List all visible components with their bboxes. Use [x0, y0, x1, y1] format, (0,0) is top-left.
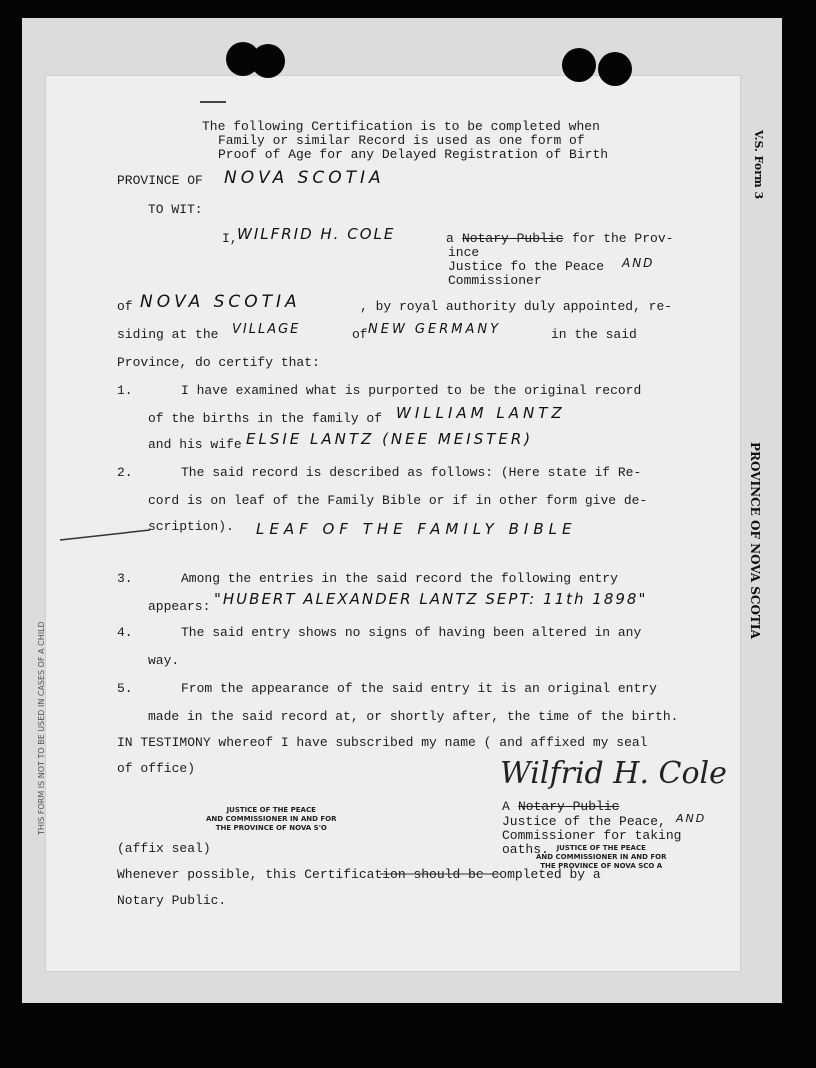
item5-text: made in the said record at, or shortly after, the time of the birth. — [148, 709, 679, 724]
ince: ince — [448, 245, 480, 260]
father-name: WILLIAM LANTZ — [396, 404, 566, 422]
intro-line: Proof of Age for any Delayed Registration of Birth — [218, 147, 609, 162]
in-said: in the said — [551, 327, 637, 342]
mother-name: ELSIE LANTZ (NEE MEISTER) — [246, 430, 534, 448]
residing-value: VILLAGE — [232, 322, 301, 337]
residing-text: siding at the — [117, 327, 219, 342]
sig-a: A — [502, 799, 510, 814]
margin-note: THIS FORM IS NOT TO BE USED IN CASES OF A CHILD — [37, 621, 46, 835]
testimony-text: IN TESTIMONY whereof I have subscribed my name ( and affixed my seal — [117, 735, 648, 750]
item1-text: and his wife — [148, 437, 242, 452]
a-label: a — [446, 231, 454, 246]
birth-entry: "HUBERT ALEXANDER LANTZ SEPT: 11th 1898" — [214, 590, 648, 608]
item4-text: way. — [148, 653, 180, 668]
intro-line: The following Certification is to be completed when — [202, 119, 600, 134]
of-value: NOVA SCOTIA — [140, 292, 301, 312]
item4-text: The said entry shows no signs of having been altered in any — [181, 625, 642, 640]
justice-and: AND — [622, 256, 655, 270]
item2-text: cord is on leaf of the Family Bible or if in other form give de- — [148, 493, 648, 508]
scan-mark — [60, 530, 150, 540]
province-certify: Province, do certify that: — [117, 355, 320, 370]
item-number: 4. — [117, 625, 133, 640]
testimony-text: of office) — [117, 761, 196, 776]
intro-line: Family or similar Record is used as one form of — [218, 133, 585, 148]
province-value: NOVA SCOTIA — [224, 168, 385, 188]
sig-and: AND — [676, 812, 707, 825]
affix-seal: (affix seal) — [117, 841, 211, 856]
side-title: PROVINCE OF NOVA SCOTIA — [748, 442, 762, 639]
item-number: 2. — [117, 465, 133, 480]
sig-commissioner: Commissioner for taking — [502, 828, 682, 843]
footer-note: Notary Public. — [117, 893, 227, 908]
item2-text: The said record is described as follows: (Here state if Re- — [181, 465, 642, 480]
residing-of: of — [352, 327, 368, 342]
of-label: of — [117, 299, 133, 314]
commissioner: Commissioner — [448, 273, 542, 288]
sig-justice: Justice of the Peace, — [502, 814, 666, 829]
i-label: I, — [222, 231, 238, 246]
for-prov: for the Prov- — [572, 231, 674, 246]
footer-note: Whenever possible, this Certification should be completed by a — [117, 867, 601, 882]
item1-text: of the births in the family of — [148, 411, 383, 426]
sig-notary-struck: Notary Public — [518, 799, 620, 814]
item3-text: Among the entries in the said record the following entry — [181, 571, 618, 586]
item-number: 1. — [117, 383, 133, 398]
item1-text: I have examined what is purported to be the original record — [181, 383, 642, 398]
justice-line: Justice fo the Peace — [448, 259, 605, 274]
signature: Wilfrid H. Cole — [500, 756, 727, 791]
form-id: V.S. Form 3 — [752, 130, 765, 200]
sig-oaths: oaths. — [502, 842, 549, 857]
item2-text: scription). — [148, 519, 234, 534]
official-stamp-left: JUSTICE OF THE PEACE AND COMMISSIONER IN AND FOR THE PROVINCE OF NOVA S'O — [206, 806, 337, 832]
official-stamp-right: JUSTICE OF THE PEACE AND COMMISSIONER IN AND FOR THE PROVINCE OF NOVA SCO A — [536, 844, 667, 870]
to-wit: TO WIT: — [148, 202, 203, 217]
place-value: NEW GERMANY — [368, 322, 502, 337]
item3-text: appears: — [148, 599, 211, 614]
item-number: 5. — [117, 681, 133, 696]
record-description: LEAF OF THE FAMILY BIBLE — [256, 520, 577, 538]
notary-struck: Notary Public — [462, 231, 564, 246]
item-number: 3. — [117, 571, 133, 586]
authority-text: , by royal authority duly appointed, re- — [360, 299, 673, 314]
item5-text: From the appearance of the said entry it is an original entry — [181, 681, 657, 696]
province-label: PROVINCE OF — [117, 173, 203, 188]
certifier-name: WILFRID H. COLE — [237, 225, 396, 243]
